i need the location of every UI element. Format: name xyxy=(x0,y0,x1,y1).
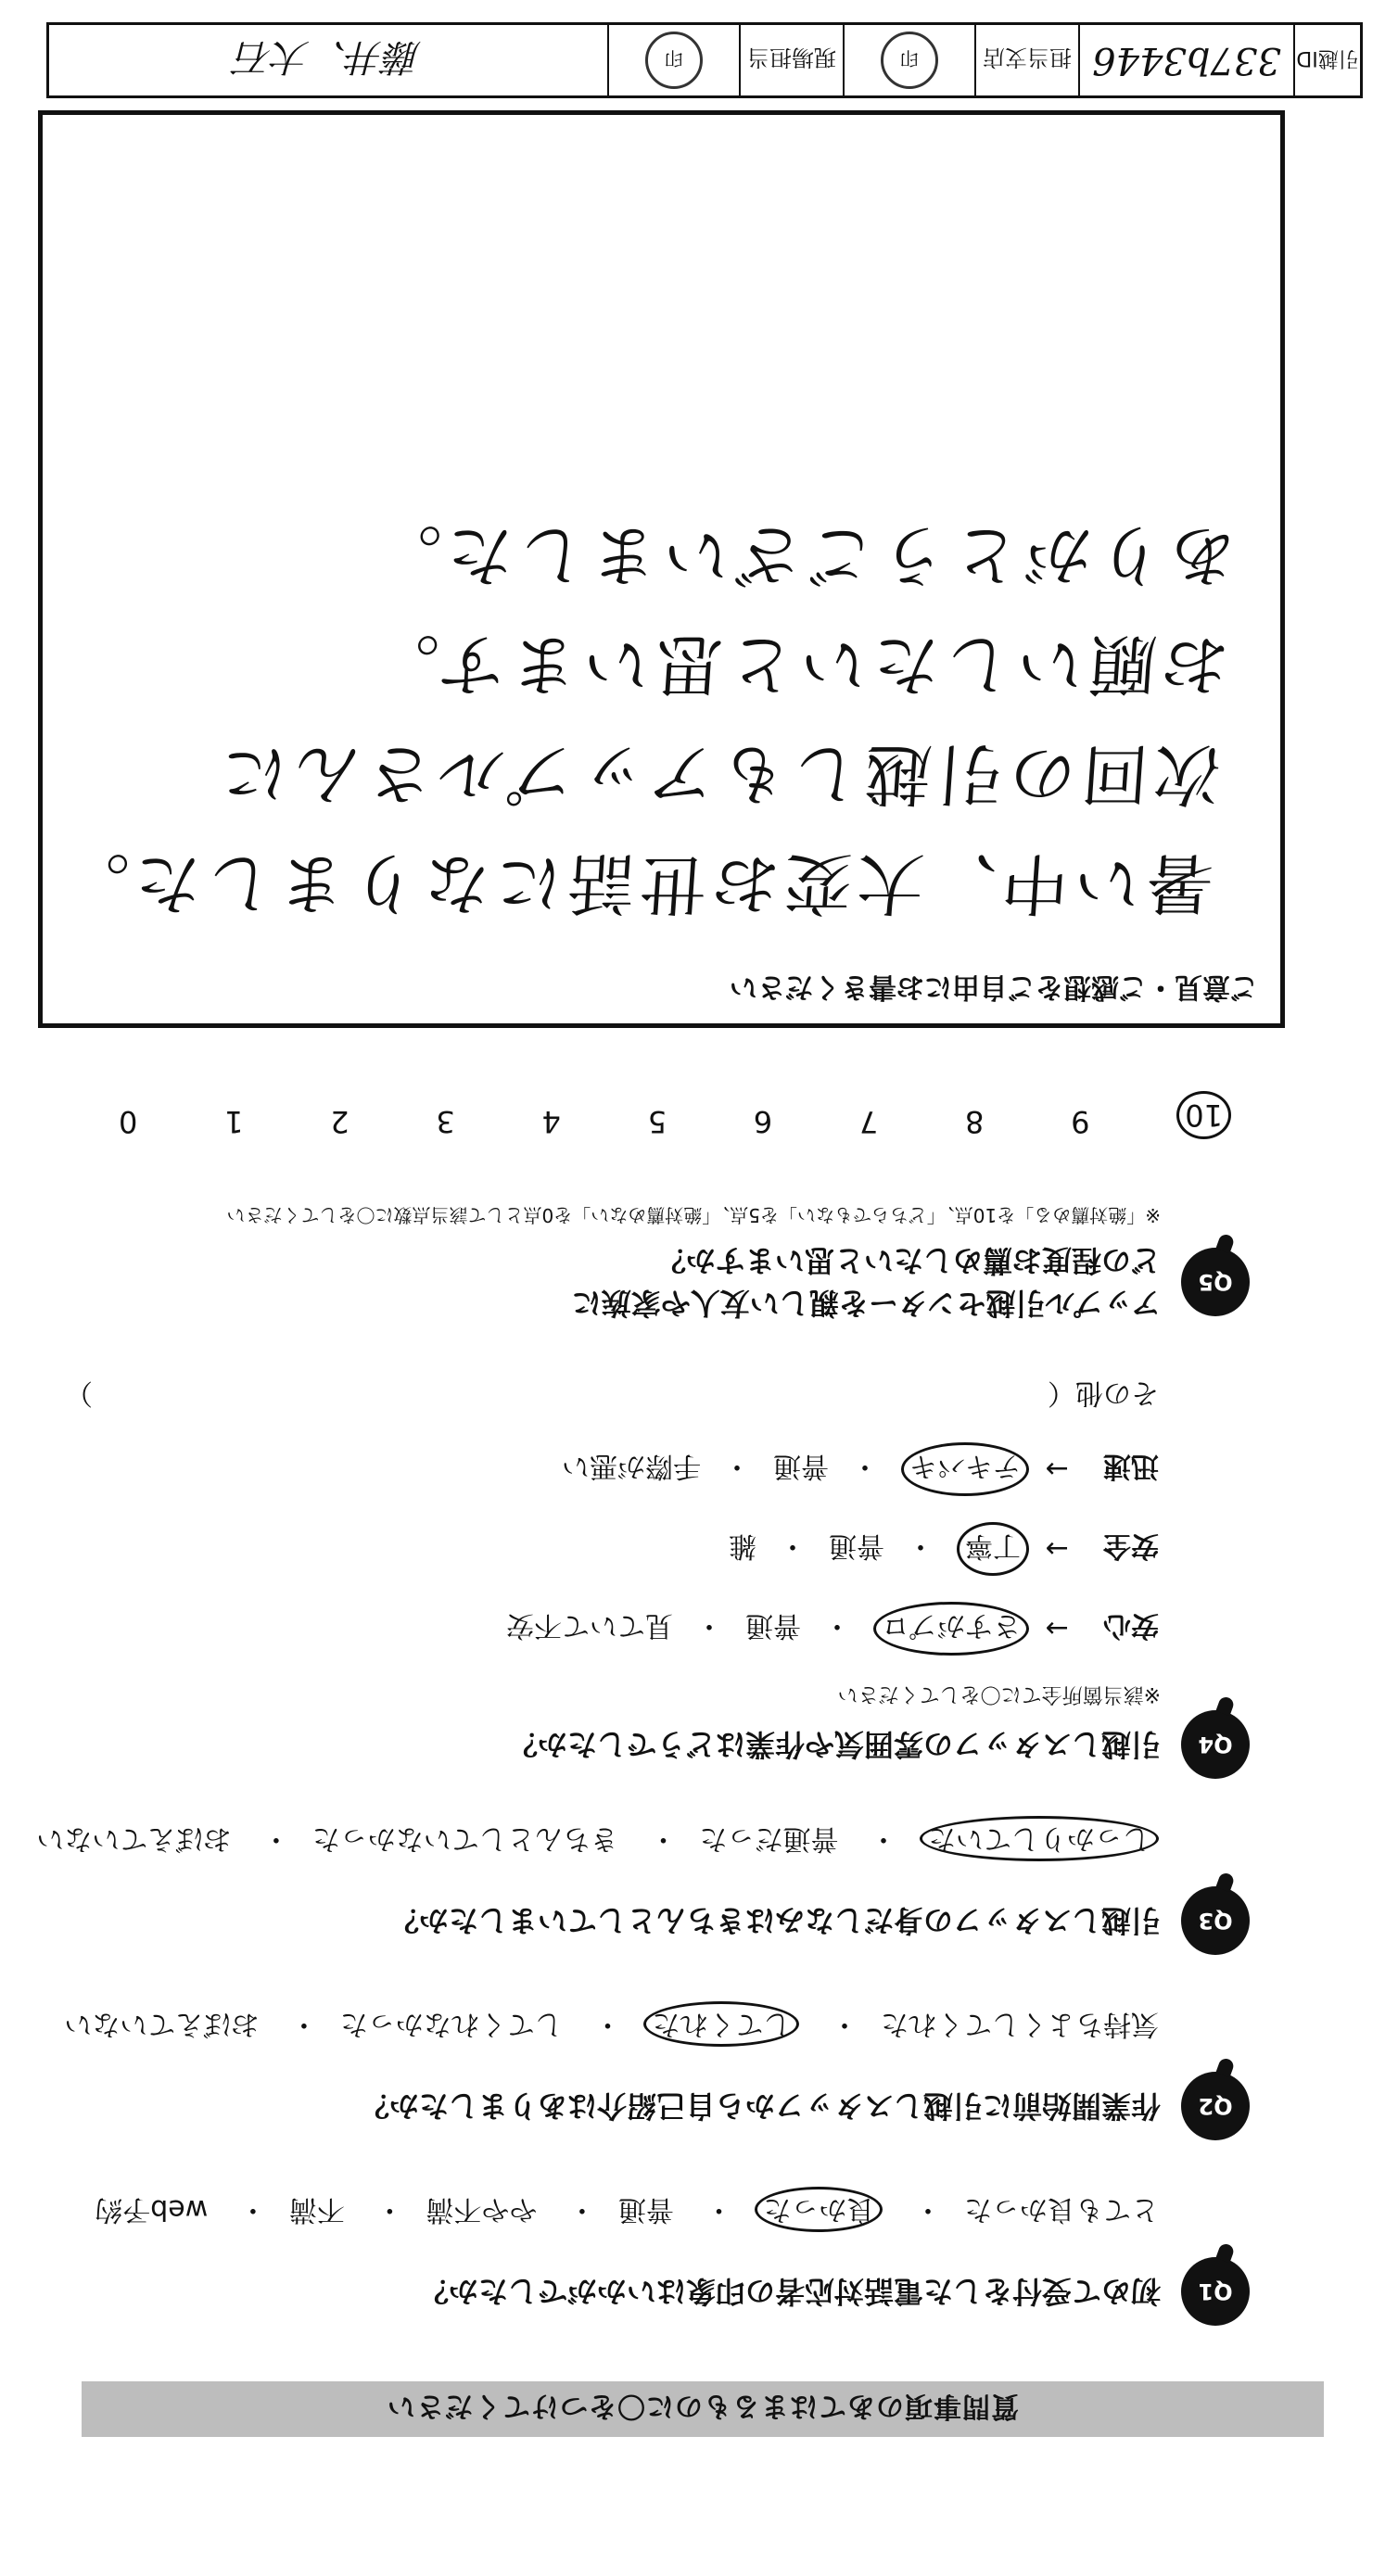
manager-label: 現場担当 xyxy=(739,25,843,95)
question-3 xyxy=(36,1821,1250,1955)
stamp-icon: 印 xyxy=(881,32,938,89)
q2-option[interactable]: おぼえていない xyxy=(64,2008,260,2040)
q4-option[interactable]: 雑 xyxy=(729,1529,756,1562)
id-bar xyxy=(46,22,1363,98)
q3-option[interactable]: きちんとしていなかった xyxy=(311,1822,618,1855)
score-option[interactable]: 4 xyxy=(541,1104,561,1139)
q4-other-close: ） xyxy=(65,1377,93,1409)
q4-option[interactable]: 見ていて不安 xyxy=(506,1609,673,1642)
comment-box[interactable] xyxy=(38,110,1285,1028)
arrow-icon: → xyxy=(1045,1612,1069,1645)
id-label: 引越ID xyxy=(1293,25,1360,95)
score-option-selected[interactable]: 10 xyxy=(1176,1091,1231,1139)
branch-label: 担当支店 xyxy=(974,25,1078,95)
instructions-banner: 質問事項のあてはまるものに〇をつけてください xyxy=(82,2381,1324,2437)
score-option[interactable]: 7 xyxy=(858,1104,879,1139)
q2-option[interactable]: 気持ちよくしてくれた xyxy=(881,2008,1159,2040)
comment-title: ご意見・ご感想をご自由にお書きください xyxy=(730,971,1258,1003)
q2-option[interactable]: してくれなかった xyxy=(339,2008,563,2040)
q4-other-row xyxy=(65,1376,1159,1416)
q2-badge: Q2 xyxy=(1181,2072,1250,2140)
arrow-icon: → xyxy=(1045,1532,1069,1566)
question-5 xyxy=(91,1203,1250,1325)
q5-text-line2: どの程度お薦めしたいと思いますか？ xyxy=(655,1243,1161,1278)
q4-option[interactable]: 普通 xyxy=(829,1529,884,1562)
comment-line: 次回の引越しもアップルさんに xyxy=(212,735,1224,813)
question-1 xyxy=(91,2192,1250,2326)
score-option[interactable]: 8 xyxy=(965,1104,985,1139)
q1-option[interactable]: 普通 xyxy=(617,2193,674,2226)
stamp-icon: 印 xyxy=(645,32,703,89)
q4-row-label: 安全 xyxy=(1103,1529,1159,1562)
q3-option-selected[interactable]: しっかりしていた xyxy=(920,1816,1159,1861)
q3-option[interactable]: おぼえていない xyxy=(36,1822,232,1855)
q4-row-anzen: 安全 → 丁寧 ・ 普通 ・ 雑 xyxy=(91,1522,1159,1576)
q4-note: ※該当箇所全てに〇をしてください xyxy=(837,1682,1161,1706)
q3-text: 引越しスタッフの身だしなみはきちんとしていましたか？ xyxy=(388,1903,1161,1938)
comment-line: 暑い中、大変お世話になりました。 xyxy=(53,844,1216,922)
score-option[interactable]: 1 xyxy=(224,1104,244,1139)
q1-options: とても良かった・ 良かった・ 普通・ やや不満・ 不満・ web予約 xyxy=(91,2192,1159,2233)
q4-option[interactable]: 普通 xyxy=(773,1450,829,1482)
comment-line: ありがとうございました。 xyxy=(365,516,1239,594)
q4-option[interactable]: 普通 xyxy=(745,1609,801,1642)
q1-option[interactable]: やや不満 xyxy=(426,2193,538,2226)
q4-row-anshin: 安心 → さすがプロ ・ 普通 ・ 見ていて不安 xyxy=(91,1602,1159,1656)
q4-row-jinsoku: 迅速 → テキパキ ・ 普通 ・ 手際が悪い xyxy=(91,1442,1159,1496)
q4-badge: Q4 xyxy=(1181,1710,1250,1779)
q1-badge: Q1 xyxy=(1181,2257,1250,2326)
q1-option[interactable]: とても良かった xyxy=(964,2193,1159,2226)
q4-option-selected[interactable]: さすがプロ xyxy=(873,1602,1029,1656)
manager-value: 藤井、大石 xyxy=(235,35,421,79)
q4-option-selected[interactable]: 丁寧 xyxy=(957,1522,1029,1576)
q5-note: ※「絶対薦める」を10点、「どちらでもない」を5点、「絶対薦めない」を0点として該当点数に〇をしてください xyxy=(226,1204,1161,1226)
q4-other-label[interactable]: その他（ xyxy=(1048,1377,1159,1409)
q4-option[interactable]: 手際が悪い xyxy=(562,1450,701,1482)
handwritten-comment xyxy=(27,501,1239,938)
q5-score-scale xyxy=(119,1091,1231,1139)
q2-text: 作業開始前に引越しスタッフから自己紹介はありましたか？ xyxy=(359,2088,1161,2124)
score-option[interactable]: 3 xyxy=(436,1104,455,1139)
q3-options: しっかりしていた・ 普通だった・ きちんとしていなかった・ おぼえていない xyxy=(91,1821,1159,1862)
q1-option[interactable]: 不満 xyxy=(288,2193,345,2226)
q3-option[interactable]: 普通だった xyxy=(699,1822,839,1855)
q1-text: 初めて受付をした電話対応者の印象はいかがでしたか？ xyxy=(418,2274,1161,2309)
q4-row-label: 安心 xyxy=(1103,1609,1159,1642)
q4-option-selected[interactable]: テキパキ xyxy=(901,1442,1029,1496)
score-option[interactable]: 0 xyxy=(119,1104,138,1139)
branch-stamp xyxy=(843,25,974,95)
comment-line: お願いしたいと思います。 xyxy=(362,626,1232,704)
score-option[interactable]: 5 xyxy=(647,1104,667,1139)
question-2 xyxy=(64,2007,1250,2140)
q3-badge: Q3 xyxy=(1181,1886,1250,1955)
q5-text-line1: アップル引越センターを親しい友人や家族に xyxy=(571,1286,1161,1321)
q5-badge: Q5 xyxy=(1181,1248,1250,1316)
score-option[interactable]: 2 xyxy=(330,1104,350,1139)
score-option[interactable]: 9 xyxy=(1071,1104,1090,1139)
q1-option[interactable]: web予約 xyxy=(95,2193,209,2226)
q2-options: 気持ちよくしてくれた・ してくれた・ してくれなかった・ おぼえていない xyxy=(91,2007,1159,2048)
arrow-icon: → xyxy=(1045,1453,1069,1486)
id-value: 337b3446 xyxy=(1078,25,1293,95)
q4-text: 引越しスタッフの雰囲気や作業はどうでしたか？ xyxy=(507,1727,1161,1762)
q2-option-selected[interactable]: してくれた xyxy=(643,2001,799,2047)
q1-option-selected[interactable]: 良かった xyxy=(755,2187,883,2232)
manager-stamp xyxy=(607,25,739,95)
q4-row-label: 迅速 xyxy=(1103,1450,1159,1482)
score-option[interactable]: 6 xyxy=(753,1104,773,1139)
question-4 xyxy=(65,1376,1250,1779)
